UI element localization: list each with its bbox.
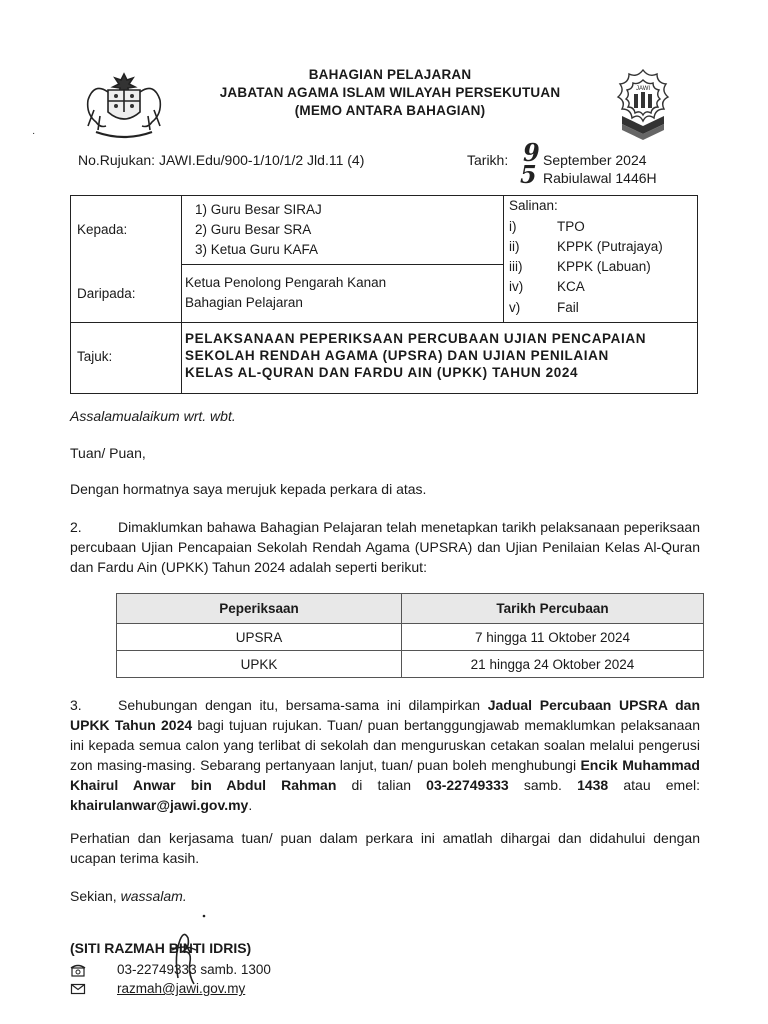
salinan-label: Salinan: [509, 198, 558, 213]
table-header-tarikh: Tarikh Percubaan [402, 594, 704, 624]
date-hijri-day-handwritten: 5 [520, 160, 537, 189]
date-day-handwritten: 9 [523, 138, 540, 167]
table-header-row [117, 594, 704, 624]
p3-text-g: samb. [508, 777, 578, 793]
salinan-item-2: KPPK (Putrajaya) [557, 239, 663, 254]
email-icon [70, 982, 86, 996]
telephone-icon [70, 963, 86, 977]
p3-contact-name: Encik Muhammad Khairul Anwar bin Abdul Rahman [70, 757, 700, 793]
p3-contact-email[interactable]: khairulanwar@jawi.gov.my [70, 797, 249, 813]
closing-text: Sekian, [70, 888, 121, 904]
salinan-num-2: ii) [509, 239, 520, 254]
table-header-peperiksaan: Peperiksaan [117, 594, 402, 624]
paragraph-4: Perhatian dan kerjasama tuan/ puan dalam perkara ini amatlah dihargai dan didahului dengan ucapan terima kasih. [70, 830, 700, 866]
memo-routing-table [70, 195, 698, 394]
kepada-item-2: 2) Guru Besar SRA [195, 222, 312, 237]
paragraph-2-text: Dimaklumkan bahawa Bahagian Pelajaran telah menetapkan tarikh pelaksanaan peperiksaan percubaan Ujian Pencapaian Sekolah Rendah Agama (UPSRA) dan Ujian Penilaian Kelas Al-Quran dan Fardu Ain (UPKK) Tahun 2024 adalah seperti berikut: [70, 519, 700, 575]
header-line-1: BAHAGIAN PELAJARAN [308, 67, 472, 82]
table-row [117, 624, 704, 651]
greeting: Assalamualaikum wrt. wbt. [70, 408, 236, 424]
jawi-logo-text: JAWI [635, 86, 651, 92]
tajuk-line-1: PELAKSANAAN PEPERIKSAAN PERCUBAAN UJIAN PENCAPAIAN [185, 331, 647, 346]
table-cell-date: 7 hingga 11 Oktober 2024 [402, 624, 704, 651]
daripada-line-1: Ketua Penolong Pengarah Kanan [185, 275, 387, 290]
closing [70, 888, 187, 904]
salinan-num-4: iv) [509, 279, 524, 294]
tajuk-label: Tajuk: [77, 349, 113, 364]
daripada-label: Daripada: [77, 286, 136, 301]
salutation: Tuan/ Puan, [70, 445, 146, 461]
table-cell-exam: UPSRA [117, 624, 402, 651]
closing-wassalam: wassalam. [120, 888, 187, 904]
reference-value: JAWI.Edu/900-1/10/1/2 Jld.11 (4) [158, 152, 365, 168]
p3-text-a: Sehubungan dengan itu, bersama-sama ini dilampirkan [118, 697, 488, 713]
date-gregorian: September 2024 [543, 152, 647, 168]
date-label: Tarikh: [467, 152, 509, 168]
p3-text-i: atau emel: [608, 777, 700, 793]
header-line-2: JABATAN AGAMA ISLAM WILAYAH PERSEKUTUAN [219, 85, 561, 100]
daripada-line-2: Bahagian Pelajaran [185, 295, 303, 310]
kepada-label: Kepada: [77, 222, 128, 237]
opening-line: Dengan hormatnya saya merujuk kepada perkara di atas. [70, 481, 427, 497]
reference-label: No.Rujukan: [78, 152, 156, 168]
p3-attachment-title: Jadual Percubaan UPSRA dan UPKK Tahun 2024 [70, 697, 701, 733]
header-line-3: (MEMO ANTARA BAHAGIAN) [294, 103, 486, 118]
table-cell-exam: UPKK [117, 651, 402, 678]
tajuk-line-3: KELAS AL-QURAN DAN FARDU AIN (UPKK) TAHUN 2024 [185, 365, 579, 380]
salinan-num-5: v) [509, 300, 521, 315]
reference-line [78, 152, 364, 168]
salinan-item-5: Fail [557, 300, 579, 315]
date-hijri: Rabiulawal 1446H [543, 170, 657, 186]
tajuk-line-2: SEKOLAH RENDAH AGAMA (UPSRA) DAN UJIAN PENILAIAN [185, 348, 609, 363]
p3-text-e: di talian [336, 777, 427, 793]
paragraph-2-number: 2. [70, 519, 82, 535]
signatory-name: (SITI RAZMAH BINTI IDRIS) [70, 940, 252, 956]
kepada-item-3: 3) Ketua Guru KAFA [195, 242, 319, 257]
salinan-item-3: KPPK (Labuan) [557, 259, 651, 274]
signatory-phone: 03-22749333 samb. 1300 [117, 962, 271, 977]
paragraph-3-number: 3. [70, 697, 82, 713]
salinan-num-1: i) [509, 219, 517, 234]
stray-mark: · [32, 128, 36, 139]
table-row [117, 651, 704, 678]
p3-contact-phone: 03-22749333 [426, 777, 509, 793]
signatory-email[interactable]: razmah@jawi.gov.my [117, 981, 246, 996]
salinan-item-1: TPO [557, 219, 585, 234]
paragraph-3 [70, 695, 700, 815]
salinan-item-4: KCA [557, 279, 585, 294]
kepada-item-1: 1) Guru Besar SIRAJ [195, 202, 322, 217]
p3-text-c: bagi tujuan rujukan. Tuan/ puan bertanggungjawab memaklumkan pelaksanaan ini kepada semua calon yang terlibat di sekolah dan menguruskan cetakan soalan melalui pengerusi zon masing-masing. Sebarang pertanyaan lanjut, tuan/ puan boleh menghubungi [70, 717, 701, 773]
p3-contact-ext: 1438 [577, 777, 609, 793]
exam-schedule-table [116, 593, 704, 678]
paragraph-2 [70, 517, 700, 577]
salinan-num-3: iii) [509, 259, 523, 274]
table-cell-date: 21 hingga 24 Oktober 2024 [402, 651, 704, 678]
p3-text-k: . [248, 797, 253, 813]
